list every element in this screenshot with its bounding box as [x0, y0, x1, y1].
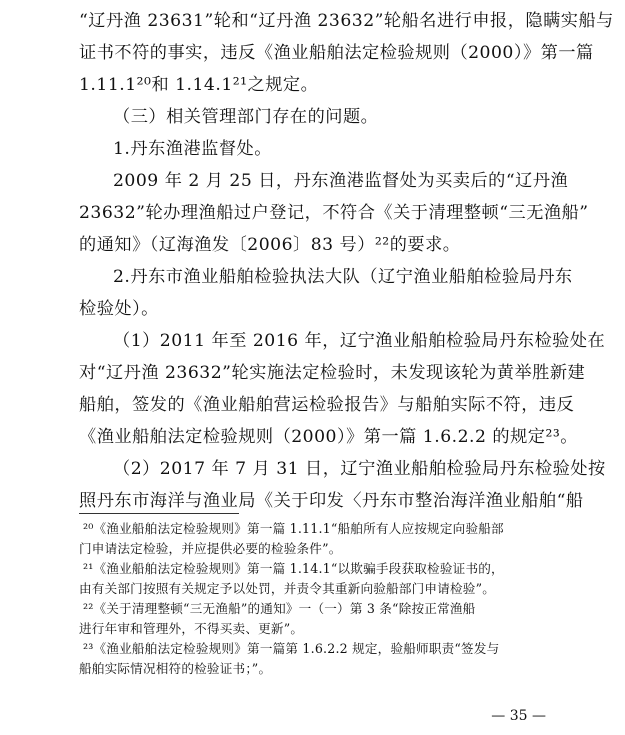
footnote-line: 船舶实际情况相符的检验证书；”。 — [79, 661, 272, 676]
body-line: 船舶，签发的《渔业船舶营运检验报告》与船舶实际不符，违反 — [79, 395, 575, 415]
footnote-line: ²¹《渔业船舶法定检验规则》第一篇 1.14.1“以欺骗手段获取检验证书的， — [83, 561, 504, 576]
section-heading: （三）相关管理部门存在的问题。 — [113, 107, 379, 127]
footnote-line: ²⁰《渔业船舶法定检验规则》第一篇 1.11.1“船舶所有人应按规定向验船部 — [83, 521, 504, 536]
page-number-row — [0, 708, 625, 724]
subsection-heading: 1.丹东渔港监督处。 — [113, 139, 272, 159]
body-line: 2009 年 2 月 25 日，丹东渔港监督处为买卖后的“辽丹渔 — [113, 171, 569, 191]
body-line: 1.11.1²⁰和 1.14.1²¹之规定。 — [79, 75, 319, 95]
body-line: 检验处）。 — [79, 299, 159, 319]
footnote-line: 由有关部门按照有关规定予以处罚，并责令其重新向验船部门申请检验”。 — [79, 581, 496, 596]
subsection-heading: 2.丹东市渔业船舶检验执法大队（辽宁渔业船舶检验局丹东 — [113, 267, 573, 287]
body-line: 《渔业船舶法定检验规则（2000）》第一篇 1.6.2.2 的规定²³。 — [79, 427, 578, 447]
body-line: 证书不符的事实，违反《渔业船舶法定检验规则（2000）》第一篇 — [79, 43, 594, 63]
footnote-line: 门申请法定检验，并应提供必要的检验条件”。 — [79, 541, 342, 556]
page-number: — 35 — — [491, 708, 546, 724]
body-line: 23632”轮办理渔船过户登记，不符合《关于清理整顿“三无渔船” — [79, 203, 589, 223]
body-line: “辽丹渔 23631”轮和“辽丹渔 23632”轮船名进行申报，隐瞒实船与 — [79, 11, 614, 31]
body-line: （2）2017 年 7 月 31 日，辽宁渔业船舶检验局丹东检验处按 — [113, 459, 606, 479]
body-line: 的通知》（辽海渔发〔2006〕83 号）²²的要求。 — [79, 235, 461, 255]
footnote-line: 进行年审和管理外，不得买卖、更新”。 — [79, 621, 304, 636]
footnote-line: ²³《渔业船舶法定检验规则》第一篇第 1.6.2.2 规定，验船师职责“签发与 — [83, 641, 500, 656]
footnote-line: ²²《关于清理整顿“三无渔船”的通知》一（一）第 3 条“除按正常渔船 — [83, 601, 476, 616]
body-line: （1）2011 年至 2016 年，辽宁渔业船舶检验局丹东检验处在 — [113, 331, 606, 351]
body-line: 照丹东市海洋与渔业局《关于印发〈丹东市整治海洋渔业船舶“船 — [79, 491, 584, 511]
footnote-divider — [79, 513, 239, 514]
body-line: 对“辽丹渔 23632”轮实施法定检验时，未发现该轮为黄举胜新建 — [79, 363, 586, 383]
